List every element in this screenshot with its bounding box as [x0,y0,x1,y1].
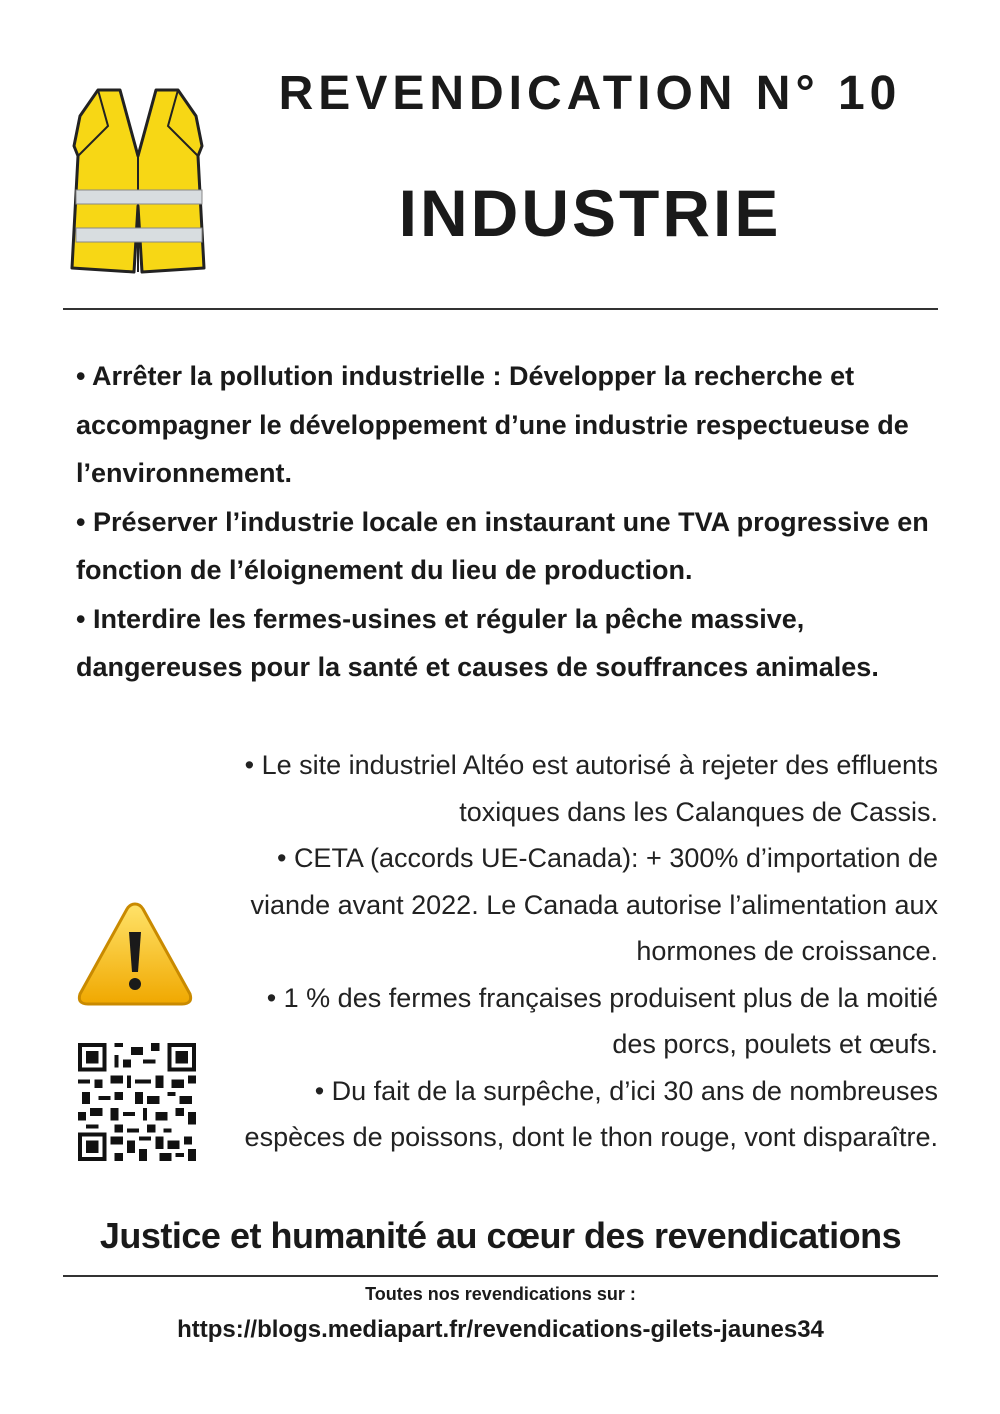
slogan: Justice et humanité au cœur des revendications [99,1215,902,1256]
demand-item: • Préserver l’industrie locale en instaurant une TVA progressive en fonction de l’éloignement du lieu de production. [76,506,929,585]
demand-item: • Arrêter la pollution industrielle : Développer la recherche et accompagner le développement d’une industrie respectueuse de l’environnement. [76,361,909,488]
bottom-divider [63,1275,938,1277]
top-divider [63,308,938,310]
demand-number: REVENDICATION N° 10 [278,67,902,120]
fact-item: • Du fait de la surpêche, d’ici 30 ans de nombreuses espèces de poissons, dont le thon rouge, vont disparaître. [244,1075,938,1152]
demand-item: • Interdire les fermes-usines et réguler la pêche massive, dangereuses pour la santé et causes de souffrances animales. [76,603,879,682]
yellow-vest-icon [68,86,208,274]
qr-code-icon [78,1043,196,1161]
blog-url[interactable]: https://blogs.mediapart.fr/revendications-gilets-jaunes34 [177,1316,824,1343]
page-title: INDUSTRIE [398,176,782,250]
fact-item: • 1 % des fermes françaises produisent plus de la moitié des porcs, poulets et œufs. [266,982,938,1059]
demands-list [76,352,946,692]
fact-item: • CETA (accords UE-Canada): + 300% d’importation de viande avant 2022. Le Canada autorise l’alimentation aux hormones de croissance. [250,843,938,966]
warning-triangle-icon [76,900,194,1008]
fact-item: • Le site industriel Altéo est autorisé à rejeter des effluents toxiques dans les Calanques de Cassis. [244,750,938,827]
facts-list [222,742,938,1161]
more-label: Toutes nos revendications sur : [365,1284,636,1304]
